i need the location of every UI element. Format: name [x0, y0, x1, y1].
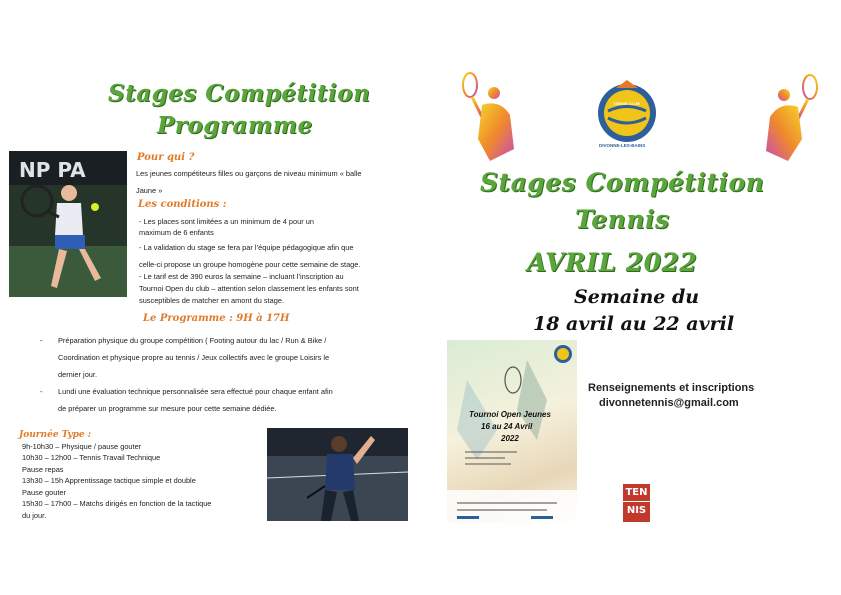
info-email[interactable]: divonnetennis@gmail.com: [599, 397, 739, 409]
journee-line: 10h30 – 12h00 – Tennis Travail Technique: [22, 453, 161, 462]
pour-qui-heading: Pour qui ?: [137, 152, 195, 163]
semaine-line1: Semaine du: [574, 286, 700, 308]
journee-line: Pause repas: [22, 465, 64, 474]
right-title-line3: AVRIL 2022: [527, 248, 698, 277]
programme-line: Coordination et physique propre au tennis / Jeux collectifs avec le groupe Loisirs le: [58, 353, 330, 362]
journee-line: 15h30 – 17h00 – Matchs dirigés en fonction de la tactique: [22, 499, 212, 508]
journee-line: 9h-10h30 – Physique / pause gouter: [22, 442, 142, 451]
programme-heading: Le Programme : 9H à 17H: [143, 313, 290, 324]
programme-line: dernier jour.: [58, 370, 98, 379]
player-photo-1: [9, 151, 127, 297]
club-logo-top-text: TENNIS CLUB: [613, 101, 640, 106]
condition-line: - Les places sont limitées a un minimum de 4 pour un: [139, 217, 314, 226]
condition-line: susceptibles de matcher en amont du stage.: [139, 296, 285, 305]
flyer-title-3: 2022: [501, 434, 519, 443]
programme-bullet: -: [40, 387, 43, 396]
pour-qui-text-2: Jaune »: [136, 186, 163, 195]
condition-line: Tournoi Open du club – attention selon classement les enfants sont: [139, 284, 359, 293]
pour-qui-text-1: Les jeunes compétiteurs filles ou garçons de niveau minimum « balle: [136, 169, 362, 178]
journee-heading: Journée Type :: [19, 430, 92, 440]
programme-line: de préparer un programme sur mesure pour cette semaine dédiée.: [58, 404, 277, 413]
tennis-logo-top: TEN: [623, 484, 650, 502]
journee-line: 13h30 – 15h Apprentissage tactique simple et double: [22, 476, 196, 485]
right-title-line2: Tennis: [575, 205, 670, 234]
programme-line: Préparation physique du groupe compétition ( Footing autour du lac / Run & Bike /: [58, 336, 327, 345]
journee-line: Pause gouter: [22, 488, 66, 497]
journee-line: du jour.: [22, 511, 47, 520]
condition-line: - La validation du stage se fera par l’équipe pédagogique afin que: [139, 243, 354, 252]
conditions-heading: Les conditions :: [138, 199, 227, 210]
left-title-line2: Programme: [157, 112, 313, 139]
tournament-flyer: [447, 340, 577, 523]
club-logo-bottom-text: DIVONNE-LES-BAINS: [599, 143, 646, 148]
semaine-line2: 18 avril au 22 avril: [533, 313, 735, 335]
flyer-title-1: Tournoi Open Jeunes: [469, 410, 551, 419]
flyer-title-2: 16 au 24 Avril: [481, 422, 533, 431]
info-line1: Renseignements et inscriptions: [588, 382, 755, 394]
condition-line: maximum de 6 enfants: [139, 228, 214, 237]
tennis-logo: [623, 484, 650, 522]
svg-text:NP PA: NP PA: [19, 158, 86, 182]
tennis-player-silhouette-right: [758, 69, 822, 164]
programme-bullet: -: [40, 336, 43, 345]
tennis-player-silhouette-left: [460, 69, 520, 164]
player-photo-2: [267, 428, 408, 521]
tennis-logo-bottom: NIS: [626, 505, 647, 516]
programme-line: Lundi une évaluation technique personnalisée sera effectué pour chaque enfant afin: [58, 387, 333, 396]
condition-line: - Le tarif est de 390 euros la semaine – incluant l’inscription au: [139, 272, 344, 281]
club-logo: [594, 78, 660, 148]
condition-line: celle-ci propose un groupe homogène pour cette semaine de stage.: [139, 260, 361, 269]
right-title-line1: Stages Compétition: [480, 168, 765, 197]
left-title-line1: Stages Compétition: [108, 80, 371, 107]
